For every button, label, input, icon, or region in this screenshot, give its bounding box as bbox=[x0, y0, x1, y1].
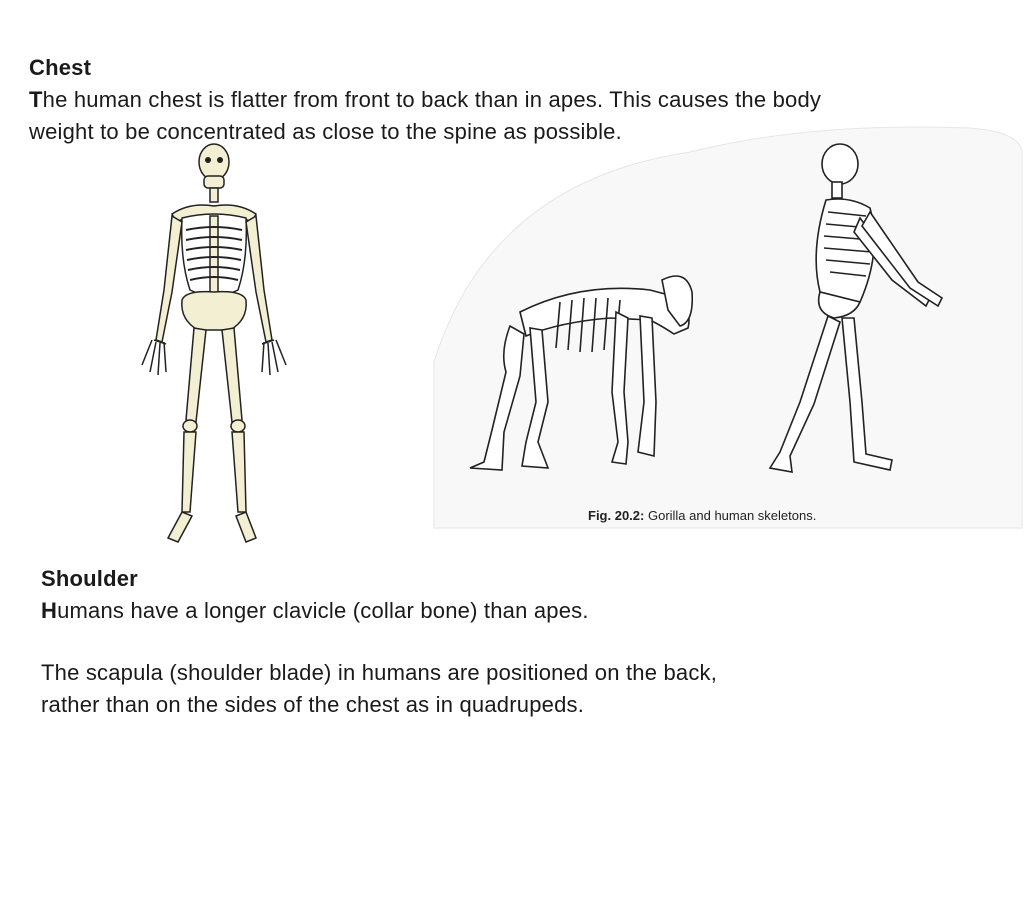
paragraph-gap bbox=[41, 627, 941, 657]
shoulder-paragraph-2-line1: The scapula (shoulder blade) in humans are positioned on the back, bbox=[41, 660, 718, 685]
shoulder-line1: umans have a longer clavicle (collar bone) than apes. bbox=[57, 598, 589, 623]
figure-background bbox=[434, 127, 1022, 528]
chest-line2: weight to be concentrated as close to the spine as possible. bbox=[29, 119, 622, 144]
shoulder-initial: H bbox=[41, 598, 58, 623]
shoulder-paragraph-2-line2: rather than on the sides of the chest as in quadrupeds. bbox=[41, 692, 585, 717]
chest-initial: T bbox=[29, 87, 43, 112]
shoulder-paragraph-1 bbox=[41, 595, 941, 627]
gorilla-human-figure bbox=[430, 112, 1024, 532]
caption-text: Gorilla and human skeletons. bbox=[644, 508, 817, 523]
shoulder-section bbox=[41, 563, 941, 721]
caption-label: Fig. 20.2: bbox=[588, 508, 645, 523]
figure-caption bbox=[588, 508, 816, 523]
skull-shape bbox=[199, 144, 229, 180]
chest-line1: he human chest is flatter from front to back than in apes. This causes the body bbox=[42, 87, 822, 112]
human-skeleton-illustration bbox=[120, 140, 310, 550]
chest-heading: Chest bbox=[29, 55, 92, 80]
shoulder-heading: Shoulder bbox=[41, 566, 138, 591]
